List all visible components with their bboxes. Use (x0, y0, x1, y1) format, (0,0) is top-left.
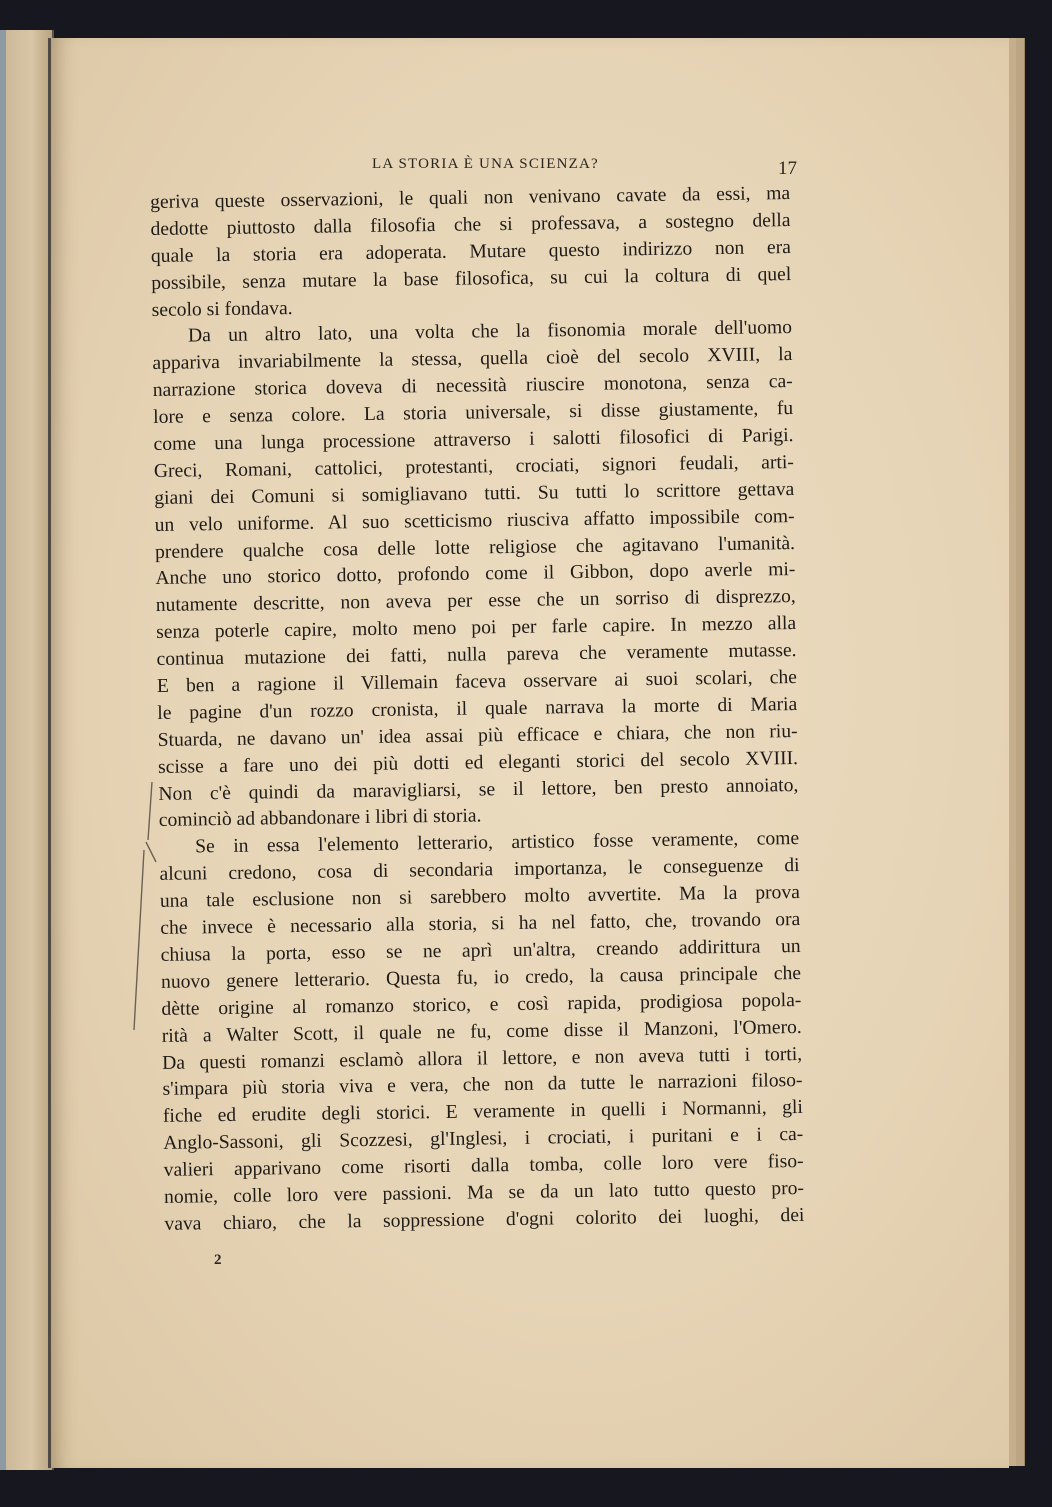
text-line: alcuni credono, cosa di secondaria importanza, le conseguenze di (159, 855, 800, 886)
page-edge (1016, 38, 1025, 1466)
text-line: secolo si fondava. (151, 297, 293, 321)
text-line: narrazione storica doveva di necessità riuscire monotona, senza ca- (152, 371, 793, 402)
left-facing-page-edge (0, 30, 54, 1470)
text-line: continua mutazione dei fatti, nulla pareva che veramente mutasse. (156, 640, 797, 671)
text-line: possibile, senza mutare la base filosofica, su cui la coltura di quel (151, 263, 792, 294)
text-line: le pagine d'un rozzo cronista, il quale narrava la morte di Maria (157, 693, 798, 724)
text-line: Stuarda, ne davano un' idea assai più efficace e chiara, che non riu- (157, 720, 798, 751)
text-line: quale la storia era adoperata. Mutare questo indirizzo non era (150, 236, 792, 267)
text-line: che invece è necessario alla storia, si ha nel fatto, che, trovando ora (160, 909, 801, 939)
text-line: nuovo genere letterario. Questa fu, io credo, la causa principale che (160, 962, 802, 993)
text-line: chiusa la porta, esso se ne aprì un'altra, creando addirittura un (160, 935, 801, 966)
text-line: Anglo-Sassoni, gli Scozzesi, gl'Inglesi, i crociati, i puritani e i ca- (163, 1124, 804, 1155)
text-line: un velo uniforme. Al suo scetticismo riusciva affatto impossibile com- (154, 505, 795, 536)
text-line: E ben a ragione il Villemain faceva osservare ai suoi scolari, che (156, 667, 798, 697)
text-line: una tale esclusione non si sarebbero molto avvertite. Ma la prova (159, 882, 801, 913)
text-line: lore e senza colore. La storia universale, si disse giustamente, fu (153, 398, 794, 429)
text-line: nutamente descritte, non aveva per esse che un sorriso di disprezzo, (155, 586, 796, 617)
text-line: Da un altro lato, una volta che la fisonomia morale dell'uomo (187, 317, 793, 347)
text-line: dedotte piuttosto dalla filosofia che si professava, a sostegno della (150, 209, 791, 240)
text-line: geriva queste osservazioni, le quali non venivano cavate da essi, ma (150, 183, 791, 213)
text-line: Non c'è quindi da maravigliarsi, se il lettore, ben presto annoiato, (158, 774, 799, 805)
text-line: giani dei Comuni si somigliavano tutti. Su tutti lo scrittore gettava (154, 478, 795, 509)
text-line: appariva invariabilmente la stessa, quella cioè del secolo XVIII, la (152, 344, 793, 375)
text-line: dètte origine al romanzo storico, e così rapida, prodigiosa popola- (161, 989, 802, 1020)
printer-signature: 2 (214, 1252, 222, 1268)
text-line: come una lunga processione attraverso i salotti filosofici di Parigi. (153, 425, 794, 455)
running-head: LA STORIA È UNA SCIENZA? (372, 156, 599, 172)
text-line: fiche ed erudite degli storici. E veramente in quelli i Normanni, gli (162, 1097, 804, 1128)
text-line: prendere qualche cosa delle lotte religiose che agitavano l'umanità. (154, 532, 796, 563)
page-number: 17 (778, 158, 797, 179)
cover-edge (0, 30, 6, 1470)
text-line: valieri apparivano come risorti dalla tomba, colle loro vere fiso- (163, 1151, 804, 1181)
text-line: senza poterle capire, molto meno poi per farle capire. In mezzo alla (156, 613, 797, 644)
text-line: Se in essa l'elemento letterario, artistico fosse veramente, come (195, 828, 800, 858)
text-line: Anche uno storico dotto, profondo come il Gibbon, dopo averle mi- (155, 559, 796, 590)
text-line: rità a Walter Scott, il quale ne fu, come disse il Manzoni, l'Omero. (161, 1016, 802, 1047)
body-text (150, 181, 805, 1239)
text-line: s'impara più storia viva e vera, che non da tutte le narrazioni filoso- (162, 1070, 803, 1101)
text-line: Greci, Romani, cattolici, protestanti, crociati, signori feudali, arti- (153, 451, 795, 482)
pencil-margin-mark (120, 780, 160, 1040)
text-line: cominciò ad abbandonare i libri di storia. (158, 805, 482, 832)
text-line: vava chiaro, che la soppressione d'ogni colorito dei luoghi, dei (164, 1204, 805, 1235)
text-line: scisse a fare uno dei più dotti ed eleganti storici del secolo XVIII. (157, 747, 799, 778)
text-line: Da questi romanzi esclamò allora il lettore, e non aveva tutti i torti, (162, 1043, 803, 1074)
text-line: nomie, colle loro vere passioni. Ma se da un lato tutto questo pro- (163, 1177, 805, 1208)
